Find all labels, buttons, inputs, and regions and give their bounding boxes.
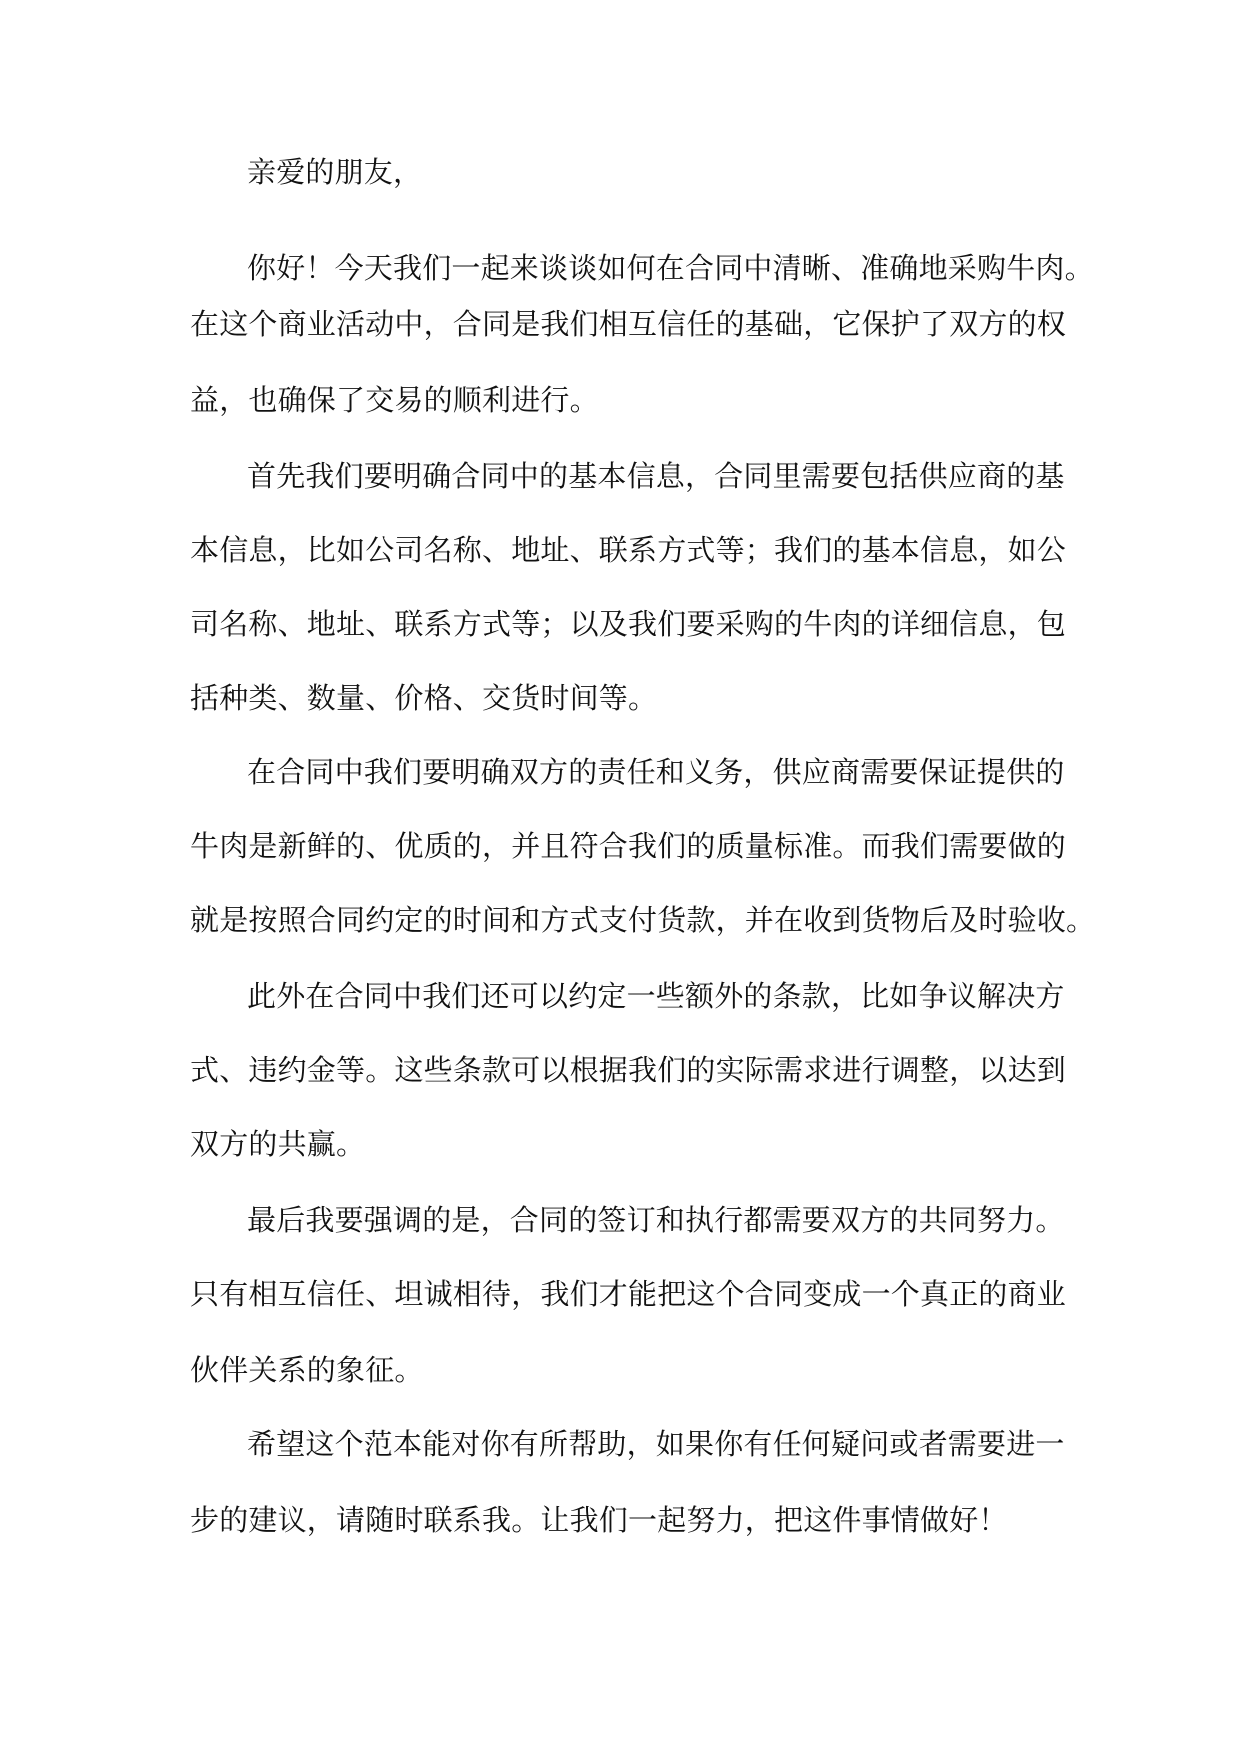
paragraph-line: 在这个商业活动中，合同是我们相互信任的基础，它保护了双方的权 <box>190 307 1067 341</box>
paragraph-line: 式、违约金等。这些条款可以根据我们的实际需求进行调整，以达到 <box>190 1053 1067 1087</box>
paragraph-line: 在合同中我们要明确双方的责任和义务，供应商需要保证提供的 <box>247 755 1065 789</box>
paragraph-line: 希望这个范本能对你有所帮助，如果你有任何疑问或者需要进一 <box>247 1427 1065 1461</box>
paragraph-line: 首先我们要明确合同中的基本信息，合同里需要包括供应商的基 <box>247 459 1065 493</box>
paragraph-line: 步的建议，请随时联系我。让我们一起努力，把这件事情做好！ <box>190 1503 1008 1537</box>
paragraph-line: 只有相互信任、坦诚相待，我们才能把这个合同变成一个真正的商业 <box>190 1277 1067 1311</box>
paragraph-line: 益，也确保了交易的顺利进行。 <box>190 383 599 417</box>
paragraph-line: 就是按照合同约定的时间和方式支付货款，并在收到货物后及时验收。 <box>190 903 1096 937</box>
paragraph-line: 括种类、数量、价格、交货时间等。 <box>190 681 658 715</box>
paragraph-line: 最后我要强调的是，合同的签订和执行都需要双方的共同努力。 <box>247 1203 1065 1237</box>
paragraph-line: 牛肉是新鲜的、优质的，并且符合我们的质量标准。而我们需要做的 <box>190 829 1067 863</box>
paragraph-line: 双方的共赢。 <box>190 1127 366 1161</box>
salutation: 亲爱的朋友， <box>247 155 423 189</box>
paragraph-line: 此外在合同中我们还可以约定一些额外的条款，比如争议解决方 <box>247 979 1065 1013</box>
paragraph-line: 本信息，比如公司名称、地址、联系方式等；我们的基本信息，如公 <box>190 533 1067 567</box>
paragraph-line: 你好！今天我们一起来谈谈如何在合同中清晰、准确地采购牛肉。 <box>247 251 1094 285</box>
paragraph-line: 伙伴关系的象征。 <box>190 1353 424 1387</box>
paragraph-line: 司名称、地址、联系方式等；以及我们要采购的牛肉的详细信息，包 <box>190 607 1067 641</box>
